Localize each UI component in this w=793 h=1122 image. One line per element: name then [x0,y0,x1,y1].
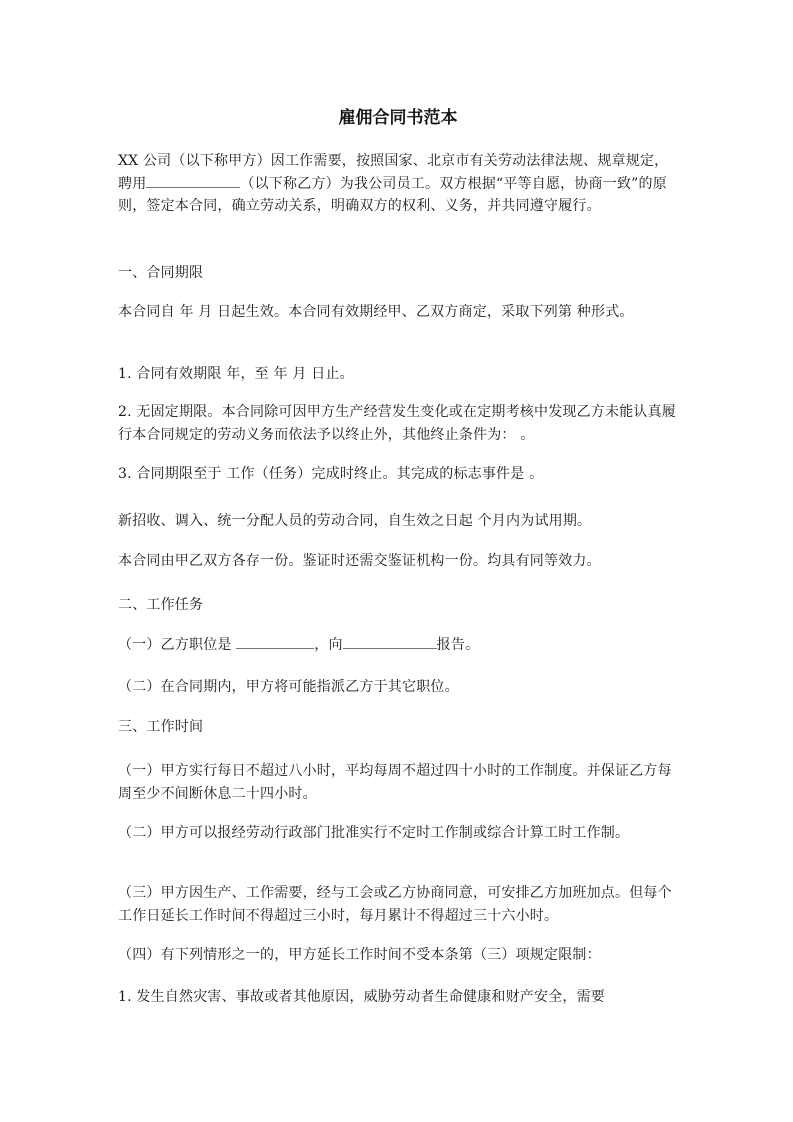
section3-item-2: （二）甲方可以报经劳动行政部门批准实行不定时工作制或综合计算工时工作制。 [118,825,630,841]
section3-heading: 三、工作时间 [118,719,204,735]
report-to-blank [343,634,437,649]
section1-item-1: 1. 合同有效期限 年，至 年 月 日止。 [118,366,354,382]
section1-heading: 一、合同期限 [118,265,204,281]
report-suffix: 报告。 [436,637,480,653]
position-blank [236,634,314,649]
section2-item-2: （二）在合同期内，甲方将可能指派乙方于其它职位。 [118,679,459,695]
section3-sub-item-1: 1. 发生自然灾害、事故或者其他原因，威胁劳动者生命健康和财产安全，需要 [118,989,606,1005]
section1-paragraph-effective-date: 本合同自 年 月 日起生效。本合同有效期经甲、乙双方商定，采取下列第 种形式。 [118,304,634,320]
employee-name-blank [146,173,240,188]
section1-probation: 新招收、调入、统一分配人员的劳动合同，自生效之日起 个月内为试用期。 [118,513,592,529]
section3-item-4: （四）有下列情形之一的，甲方延长工作时间不受本条第（三）项规定限制： [118,947,601,963]
section3-item-1: （一）甲方实行每日不超过八小时，平均每周不超过四十小时的工作制度。并保证乙方每周至少不间断休息二十四小时。 [118,763,672,802]
section1-item-3: 3. 合同期限至于 工作（任务）完成时终止。其完成的标志事件是 。 [118,466,544,482]
section2-heading: 二、工作任务 [118,597,204,613]
intro-text-part2: （以下称乙方）为我公司员工。双方根据“平等自愿，协商一致”的原则，签定本合同，确立劳动关系，明确双方的权利、义务，并共同遵守履行。 [118,175,667,214]
section2-item-1 [118,634,678,657]
intro-text-part1: XX 公司（以下称甲方）因工作需要，按照国家、北京市有关劳动法律法规、规章规定，聘用 [118,153,669,192]
document-title: 雇佣合同书范本 [338,108,458,128]
section3-item-3: （三）甲方因生产、工作需要，经与工会或乙方协商同意，可安排乙方加班加点。但每个工作日延长工作时间不得超过三小时，每月累计不得超过三十六小时。 [118,885,672,924]
position-label: （一）乙方职位是 [118,637,232,653]
section1-item-2: 2. 无固定期限。本合同除可因甲方生产经营发生变化或在定期考核中发现乙方未能认真履行本合同规定的劳动义务而依法予以终止外，其他终止条件为： 。 [118,404,677,443]
report-to-label: ，向 [314,637,343,653]
section1-copies: 本合同由甲乙双方各存一份。鉴证时还需交鉴证机构一份。均具有同等效力。 [118,553,601,569]
intro-paragraph [118,150,678,218]
